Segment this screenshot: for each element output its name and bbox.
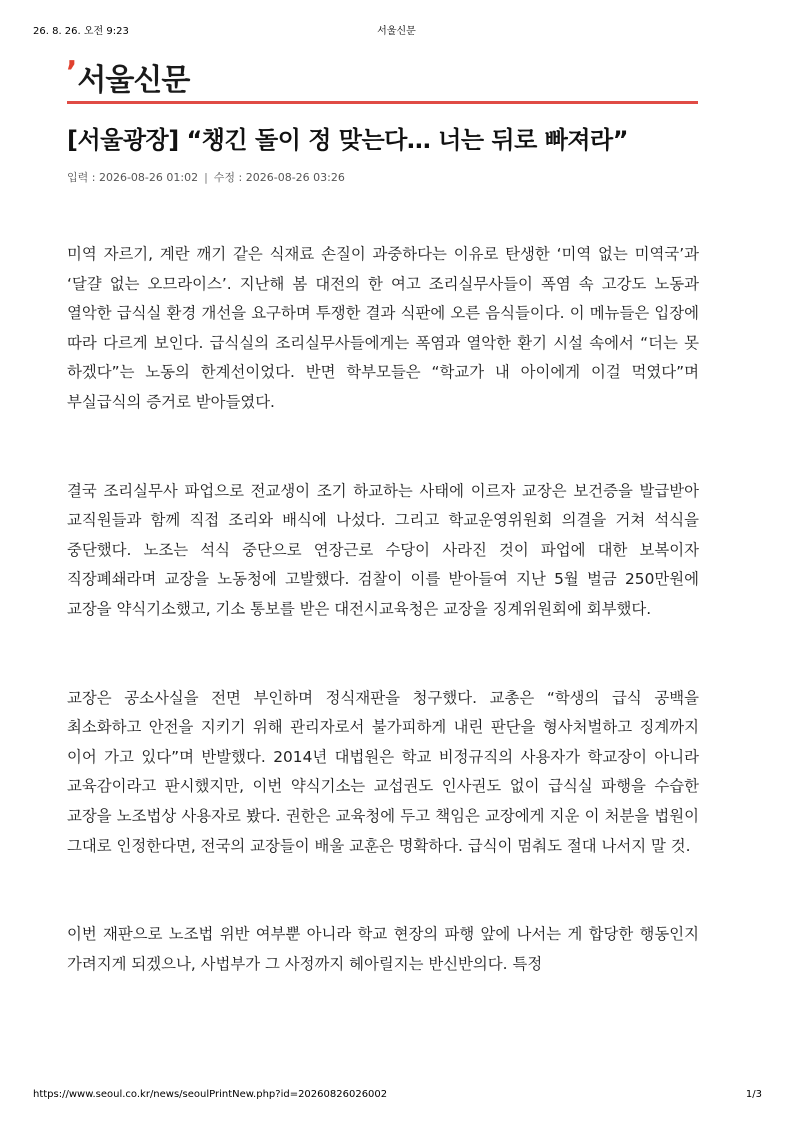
print-page-title: 서울신문	[377, 26, 416, 37]
print-footer	[0, 1089, 793, 1103]
article-paragraph: 교장은 공소사실을 전면 부인하며 정식재판을 청구했다. 교총은 “학생의 급식 공백을 최소화하고 안전을 지키기 위해 관리자로서 불가피하게 내린 판단을 형사처벌하고 징계까지 이어 가고 있다”며 반발했다. 2014년 대법원은 학교 비정규직의 사용자가 학교장이 아니라 교육감이라고 판시했지만, 이번 약식기소는 교섭권도 인사권도 없이 급식실 파행을 수습한 교장을 노조법상 사용자로 봤다. 권한은 교육청에 두고 책임은 교장에게 지운 이 처분을 법원이 그대로 인정한다면, 전국의 교장들이 배울 교훈은 명확하다. 급식이 멈춰도 절대 나서지 말 것.	[67, 688, 699, 855]
print-header	[0, 22, 793, 36]
site-logo[interactable]	[66, 55, 190, 98]
article-paragraph: 이번 재판으로 노조법 위반 여부뿐 아니라 학교 현장의 파행 앞에 나서는 게 합당한 행동인지 가려지게 되겠으나, 사법부가 그 사정까지 헤아릴지는 반신반의다. 특정	[67, 925, 699, 973]
logo-mark: ’	[66, 55, 77, 90]
meta-separator: |	[204, 171, 208, 184]
article-headline: [서울광장] “챙긴 돌이 정 맞는다… 너는 뒤로 빠져라”	[67, 126, 628, 154]
article-paragraph: 결국 조리실무사 파업으로 전교생이 조기 하교하는 사태에 이르자 교장은 보건증을 발급받아 교직원들과 함께 직접 조리와 배식에 나섰다. 그리고 학교운영위원회 의결을 거쳐 석식을 중단했다. 노조는 석식 중단으로 연장근로 수당이 사라진 것이 파업에 대한 보복이자 직장폐쇄라며 교장을 노동청에 고발했다. 검찰이 이를 받아들여 지난 5월 벌금 250만원에 교장을 약식기소했고, 기소 통보를 받은 대전시교육청은 교장을 징계위원회에 회부했다.	[67, 481, 699, 618]
article-body	[67, 240, 699, 1038]
input-timestamp: 입력 : 2026-08-26 01:02	[67, 171, 199, 184]
print-datetime: 26. 8. 26. 오전 9:23	[33, 26, 129, 37]
article-meta	[67, 169, 345, 185]
logo-text: 서울신문	[77, 63, 190, 98]
print-url: https://www.seoul.co.kr/news/seoulPrintNew.php?id=20260826026002	[33, 1089, 388, 1100]
header-divider	[67, 101, 698, 104]
modified-timestamp: 수정 : 2026-08-26 03:26	[213, 171, 345, 184]
article-paragraph: 미역 자르기, 계란 깨기 같은 식재료 손질이 과중하다는 이유로 탄생한 ‘미역 없는 미역국’과 ‘달걀 없는 오므라이스’. 지난해 봄 대전의 한 여고 조리실무사들이 폭염 속 고강도 노동과 열악한 급식실 환경 개선을 요구하며 투쟁한 결과 식판에 오른 음식들이다. 이 메뉴들은 입장에 따라 다르게 보인다. 급식실의 조리실무사들에게는 폭염과 열악한 환기 시설 속에서 “더는 못 하겠다”는 노동의 한계선이었다. 반면 학부모들은 “학교가 내 아이에게 이걸 먹였다”며 부실급식의 증거로 받아들였다.	[67, 245, 699, 411]
page-number: 1/3	[745, 1089, 762, 1100]
